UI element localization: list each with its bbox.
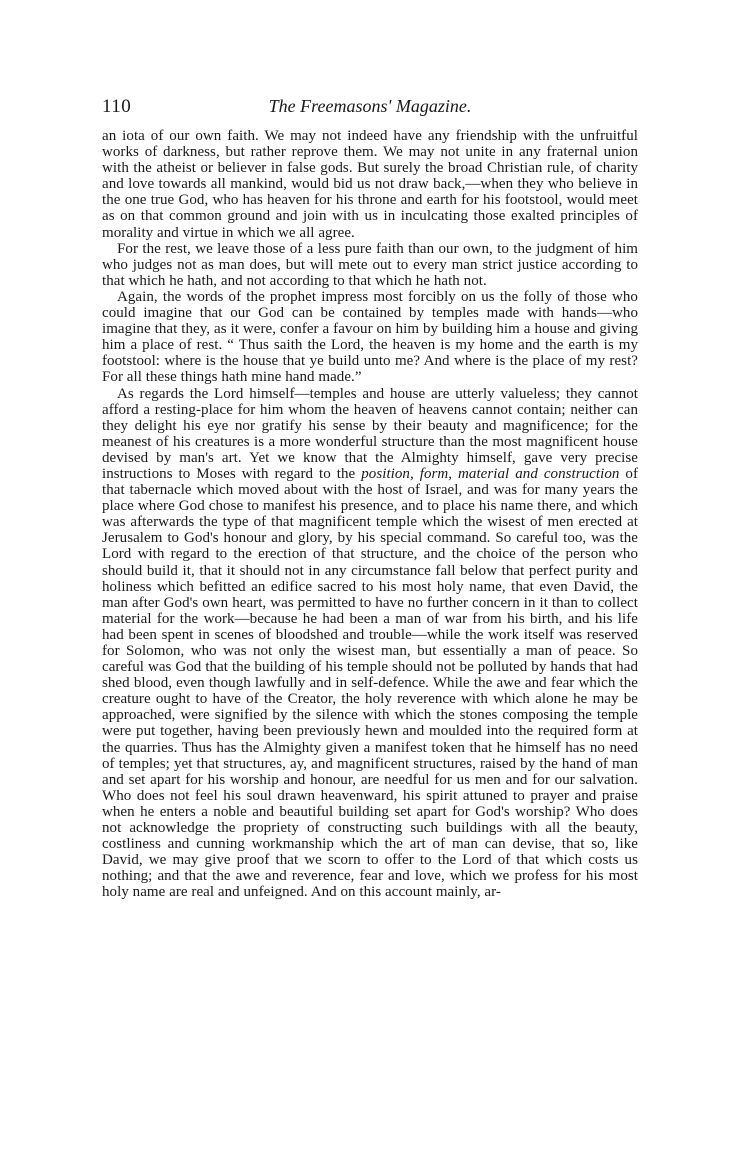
page-header — [102, 96, 638, 122]
page-number: 110 — [102, 96, 132, 117]
paragraph-4-text-after: of that tabernacle which moved about with the host of Israel, and was for many years the place where God chose to manifest his presence, and to place his name there, and which was afterwards the type of that magnificent temple which the wisest of men erected at Jerusalem to God's honour and glory, by his special command. So careful too, was the Lord with regard to the erection of that structure, and the choice of the person who should build it, that it should not in any circumstance fall below that perfect purity and holiness which befitted an edifice sacred to his most holy name, that even David, the man after God's own heart, was permitted to have no further concern in it than to collect material for the work—because he had been a man of war from his birth, and his life had been spent in scenes of bloodshed and trouble—while the work itself was reserved for Solomon, who was not only the wisest man, but essentially a man of peace. So careful was God that the building of his temple should not be polluted by hands that had shed blood, even though lawfully and in self-defence. While the awe and fear which the creature ought to have of the Creator, the holy reverence with which alone he may be approached, were signified by the silence with which the stones composing the temple were put together, having been previously hewn and moulded into the required form at the quarries. Thus has the Almighty given a manifest token that he himself has no need of temples; yet that structures, ay, and magnificent structures, raised by the hand of man and set apart for his worship and honour, are needful for us men and for our salvation. Who does not feel his soul drawn heavenward, his spirit attuned to prayer and praise when he enters a noble and beautiful building set apart for God's worship? Who does not acknowledge the propriety of constructing such buildings with all the beauty, costliness and cunning workmanship which the art of man can devise, that so, like David, we may give proof that we scorn to offer to the Lord of that which costs us nothing; and that the awe and reverence, fear and love, which we profess for his most holy name are real and unfeigned. And on this account mainly, ar- — [102, 465, 638, 901]
paragraph-2: For the rest, we leave those of a less pure faith than our own, to the judgment of him who judges not as man does, but will mete out to every man strict justice according to that which he hath, and not according to that which he hath not. — [102, 240, 638, 289]
running-title: The Freemasons' Magazine. — [268, 96, 472, 116]
magazine-page — [102, 96, 638, 901]
paragraph-4-italic-phrase: position, form, material and construction — [361, 465, 620, 482]
article-body — [102, 128, 638, 901]
paragraph-4-text-before: As regards the Lord himself—temples and house are utterly valueless; they cannot afford a resting-place for him whom the heaven of heavens cannot contain; neither can they delight his eye nor gratify his sense by their beauty and magnificence; for the meanest of his creatures is a more wonderful structure than the most magnificent house devised by man's art. Yet we know that the Almighty himself, gave very precise instructions to Moses with regard to the — [102, 385, 638, 482]
paragraph-4 — [102, 386, 638, 901]
paragraph-3: Again, the words of the prophet impress most forcibly on us the folly of those who could imagine that our God can be contained by temples made with hands—who imagine that they, as it were, confer a favour on him by building him a house and giving him a place of rest. “ Thus saith the Lord, the heaven is my home and the earth is my footstool: where is the house that ye build unto me? And where is the place of my rest? For all these things hath mine hand made.” — [102, 288, 638, 386]
paragraph-1: an iota of our own faith. We may not indeed have any friendship with the unfruitful works of darkness, but rather reprove them. We may not unite in any fraternal union with the atheist or believer in false gods. But surely the broad Christian rule, of charity and love towards all mankind, would bid us not draw back,—when they who believe in the one true God, who has heaven for his throne and earth for his footstool, would meet as on that common ground and join with us in inculcating those exalted principles of morality and virtue in which we all agree. — [102, 128, 638, 241]
